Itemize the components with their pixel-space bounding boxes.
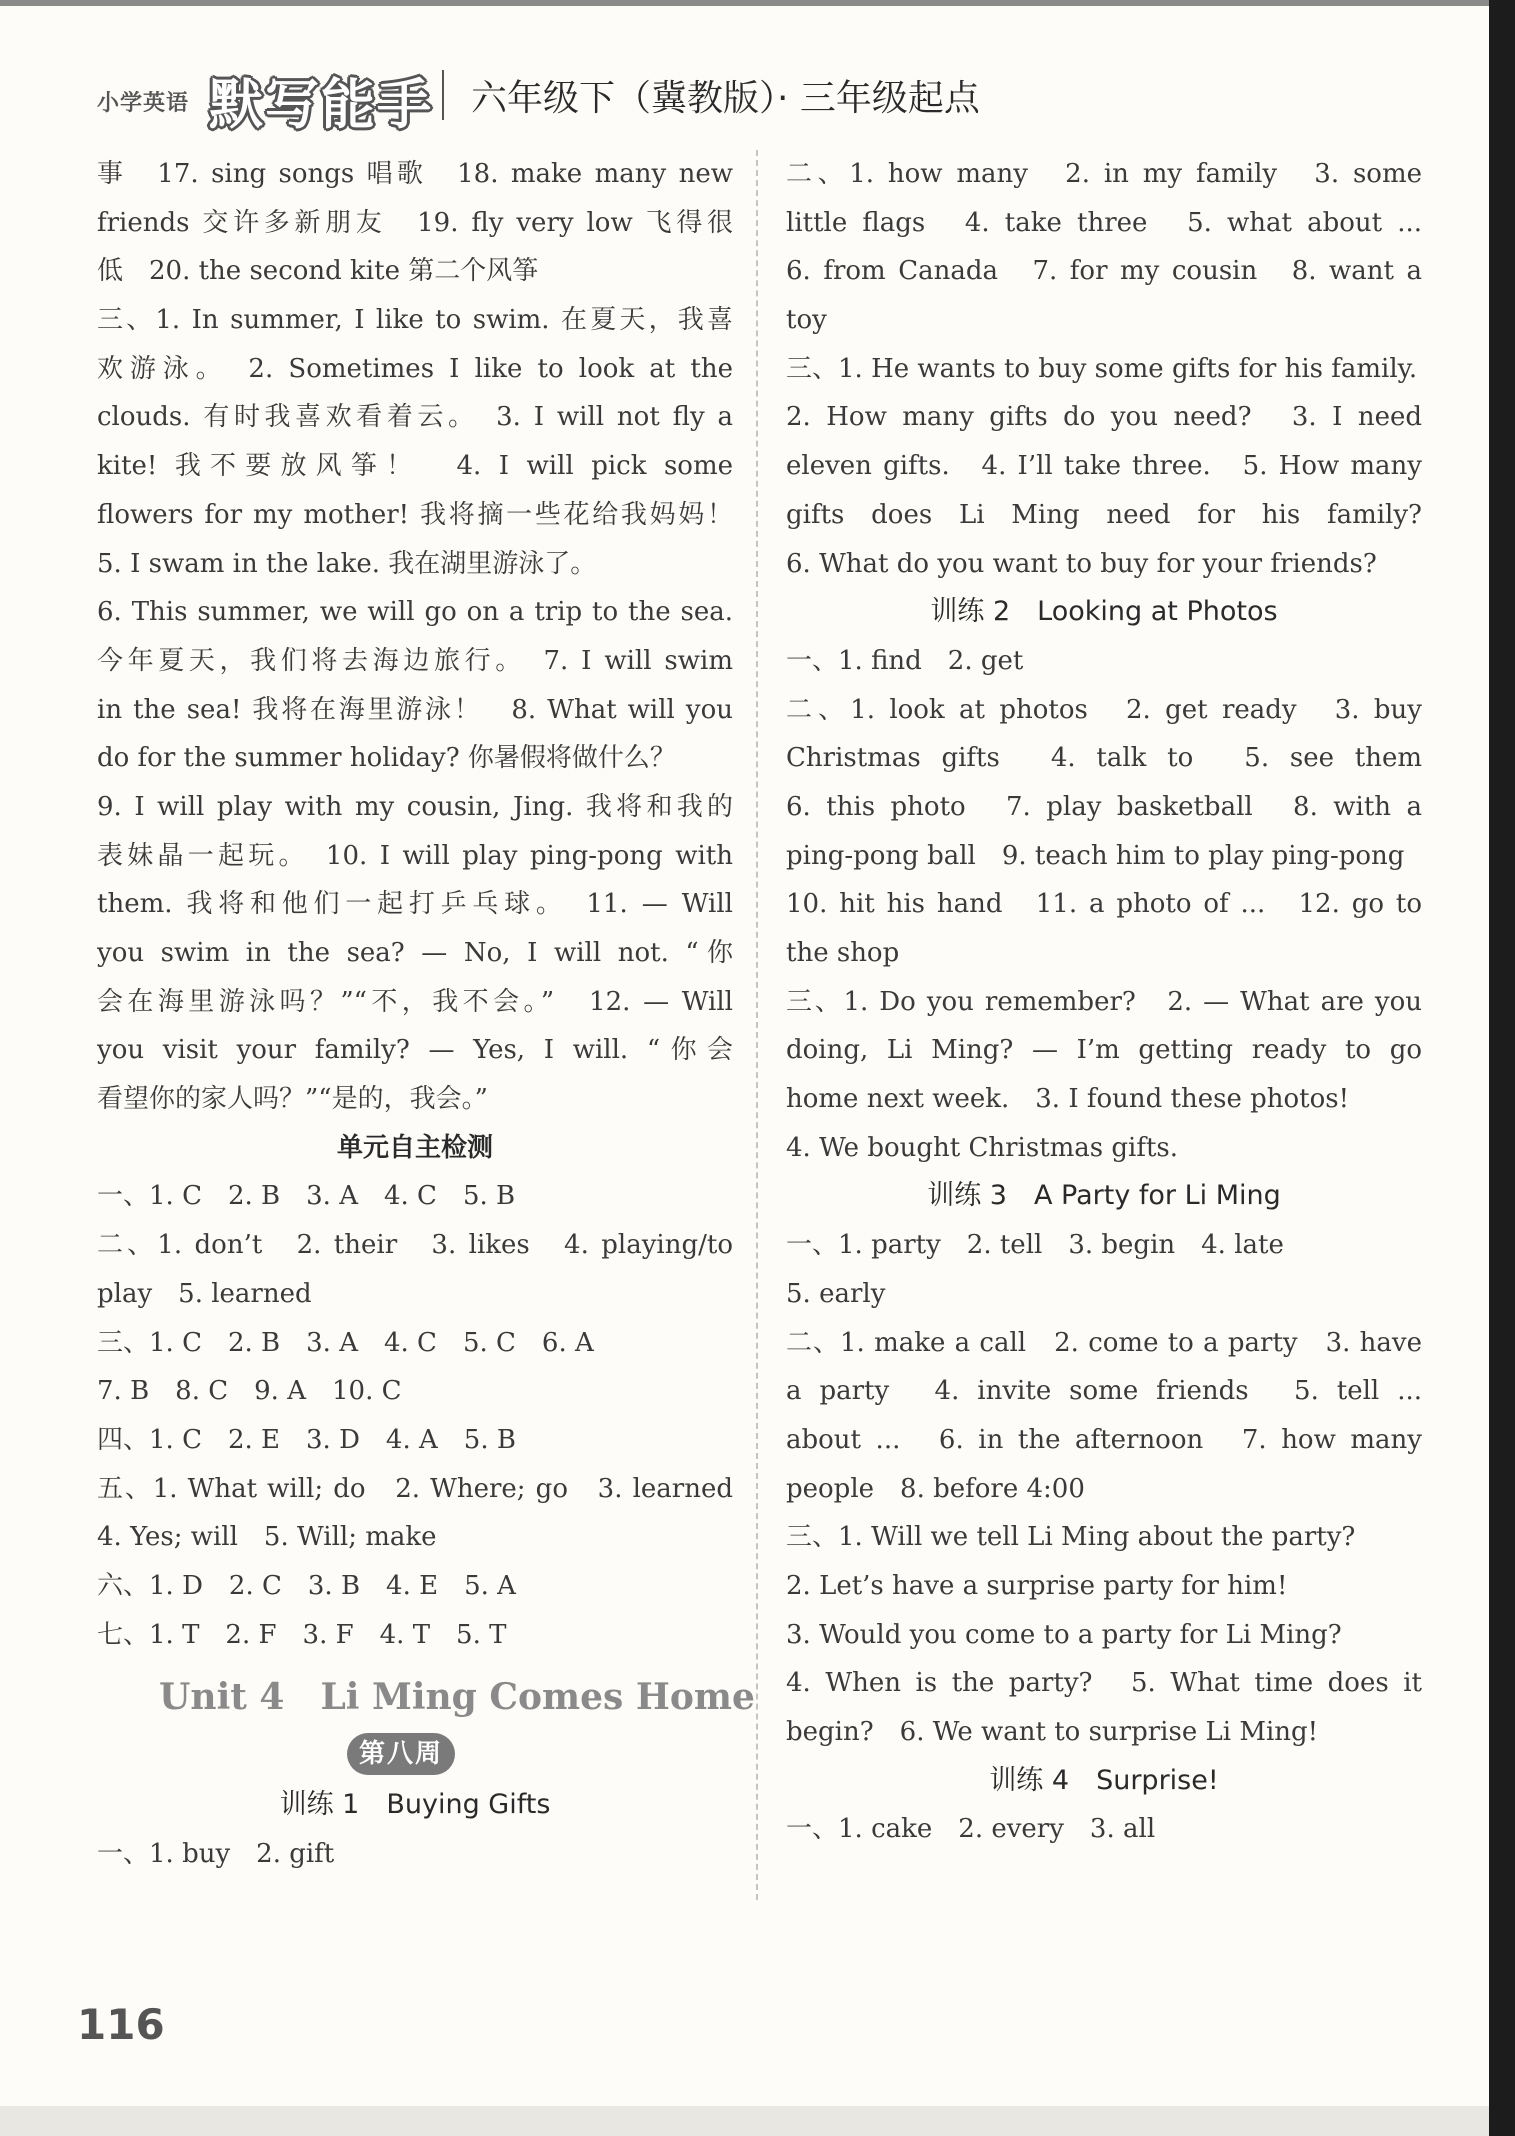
answer-line: clouds. 有时我喜欢看着云。 3. I will not fly a (97, 402, 733, 433)
week-badge: 第八周 (347, 1733, 455, 1775)
answer-line: 七、1. T 2. F 3. F 4. T 5. T (97, 1619, 507, 1650)
header-divider (442, 70, 444, 120)
answer-line: 4. When is the party? 5. What time does it (786, 1668, 1422, 1699)
answer-line: 6. from Canada 7. for my cousin 8. want a (786, 256, 1422, 287)
answer-line: 三、1. In summer, I like to swim. 在夏天，我喜 (97, 305, 733, 336)
answer-line: 三、1. Will we tell Li Ming about the party? (786, 1522, 1356, 1553)
answer-line: home next week. 3. I found these photos! (786, 1084, 1350, 1115)
answer-line: 一、1. cake 2. every 3. all (786, 1814, 1156, 1845)
answer-line: 一、1. party 2. tell 3. begin 4. late (786, 1230, 1284, 1261)
answer-line: 2. How many gifts do you need? 3. I need (786, 402, 1422, 433)
answer-line: 四、1. C 2. E 3. D 4. A 5. B (97, 1424, 516, 1455)
page-number: 116 (77, 2000, 165, 2049)
bottom-edge (0, 2106, 1515, 2136)
answer-line: 三、1. C 2. B 3. A 4. C 5. C 6. A (97, 1327, 594, 1358)
answer-line: 6. This summer, we will go on a trip to the sea. (97, 597, 733, 628)
page-header (97, 62, 1397, 136)
answer-line: 三、1. He wants to buy some gifts for his family. (786, 353, 1418, 384)
answer-line: 6. this photo 7. play basketball 8. with a (786, 791, 1422, 822)
training-1-heading: 训练 1 Buying Gifts (279, 1789, 551, 1821)
answer-line: 10. hit his hand 11. a photo of ... 12. go to (786, 889, 1422, 920)
unit-title: Unit 4 Li Ming Comes Home (159, 1676, 755, 1719)
answer-line: people 8. before 4:00 (786, 1473, 1085, 1504)
answer-line: 今年夏天，我们将去海边旅行。 7. I will swim (97, 645, 733, 676)
brand-subtitle: 小学英语 (97, 91, 190, 116)
answer-line: you swim in the sea? — No, I will not. “你 (97, 938, 733, 968)
answer-line: eleven gifts. 4. I’ll take three. 5. How many (786, 451, 1422, 482)
answer-line: doing, Li Ming? — I’m getting ready to go (786, 1035, 1422, 1066)
answer-line: 一、1. C 2. B 3. A 4. C 5. B (97, 1181, 516, 1212)
week-badge-row (97, 1729, 733, 1781)
answer-line: 3. Would you come to a party for Li Ming? (786, 1619, 1342, 1650)
answer-line: kite! 我不要放风筝！ 4. I will pick some (97, 451, 733, 482)
answer-line: 二、1. how many 2. in my family 3. some (786, 159, 1422, 189)
unit-test-heading: 单元自主检测 (336, 1132, 493, 1163)
answer-line: in the sea! 我将在海里游泳！ 8. What will you (97, 694, 733, 725)
training-3-heading: 训练 3 A Party for Li Ming (927, 1180, 1281, 1212)
answer-line: 二、1. don’t 2. their 3. likes 4. playing/to (97, 1230, 733, 1261)
answer-line: 看望你的家人吗？”“是的，我会。” (97, 1084, 488, 1115)
top-edge (0, 0, 1515, 6)
answer-line: about ... 6. in the afternoon 7. how many (786, 1424, 1422, 1455)
answer-line: little flags 4. take three 5. what about ... (786, 207, 1422, 238)
answer-line: Christmas gifts 4. talk to 5. see them (786, 743, 1422, 774)
answer-line: 会在海里游泳吗？”“不，我不会。” 12. — Will (97, 986, 733, 1017)
column-divider (756, 150, 758, 1900)
answer-line: them. 我将和他们一起打乒乓球。 11. — Will (97, 889, 733, 920)
answer-line: gifts does Li Ming need for his family? (786, 499, 1422, 530)
answer-line: 事 17. sing songs 唱歌 18. make many new (97, 159, 733, 189)
answer-line: 低 20. the second kite 第二个风筝 (97, 256, 539, 287)
answer-line: 5. early (786, 1278, 886, 1309)
training-2-answers (786, 637, 1422, 1173)
training-4-heading: 训练 4 Surprise! (989, 1764, 1219, 1796)
answer-line: a party 4. invite some friends 5. tell ... (786, 1376, 1422, 1407)
answer-line: 欢游泳。 2. Sometimes I like to look at the (97, 353, 733, 384)
right-column (786, 150, 1422, 1854)
training-3-answers (786, 1221, 1422, 1757)
left-column (97, 150, 755, 1879)
training-1-answers (786, 150, 1422, 588)
answer-line: 6. What do you want to buy for your friends? (786, 548, 1377, 579)
answer-line: toy (786, 305, 827, 336)
answer-line: begin? 6. We want to surprise Li Ming! (786, 1717, 1319, 1747)
answer-line: 5. I swam in the lake. 我在湖里游泳了。 (97, 548, 597, 579)
answer-line: 4. Yes; will 5. Will; make (97, 1522, 437, 1553)
answer-line: play 5. learned (97, 1278, 312, 1309)
answer-lines (97, 150, 733, 1124)
book-title: 六年级下（冀教版）· 三年级起点 (471, 78, 980, 119)
answer-line: 表妹晶一起玩。 10. I will play ping-pong with (97, 840, 733, 871)
answer-line: 9. I will play with my cousin, Jing. 我将和我的 (97, 791, 733, 822)
answer-line: you visit your family? — Yes, I will. “你会 (97, 1035, 733, 1066)
right-edge (1489, 0, 1515, 2136)
answer-line: do for the summer holiday? 你暑假将做什么？ (97, 743, 676, 774)
answer-line: ping-pong ball 9. teach him to play ping-pong (786, 840, 1405, 871)
brand-logo: 默写能手 (209, 73, 433, 136)
answer-line: 4. We bought Christmas gifts. (786, 1132, 1179, 1163)
answer-line: 六、1. D 2. C 3. B 4. E 5. A (97, 1570, 516, 1601)
answer-line: 一、1. buy 2. gift (97, 1839, 335, 1869)
answer-line: 2. Let’s have a surprise party for him! (786, 1570, 1288, 1601)
answer-line: 7. B 8. C 9. A 10. C (97, 1376, 402, 1407)
training-2-heading: 训练 2 Looking at Photos (930, 596, 1278, 628)
answer-line: the shop (786, 938, 900, 968)
answer-line: 三、1. Do you remember? 2. — What are you (786, 986, 1422, 1017)
answer-line: 一、1. find 2. get (786, 645, 1024, 676)
answer-line: 二、1. look at photos 2. get ready 3. buy (786, 694, 1422, 725)
answer-line: friends 交许多新朋友 19. fly very low 飞得很 (97, 207, 733, 238)
unit-test-answers (97, 1172, 733, 1659)
answer-line: flowers for my mother! 我将摘一些花给我妈妈！ (97, 499, 733, 530)
answer-line: 五、1. What will; do 2. Where; go 3. learned (97, 1473, 733, 1504)
answer-line: 二、1. make a call 2. come to a party 3. have (786, 1327, 1422, 1358)
